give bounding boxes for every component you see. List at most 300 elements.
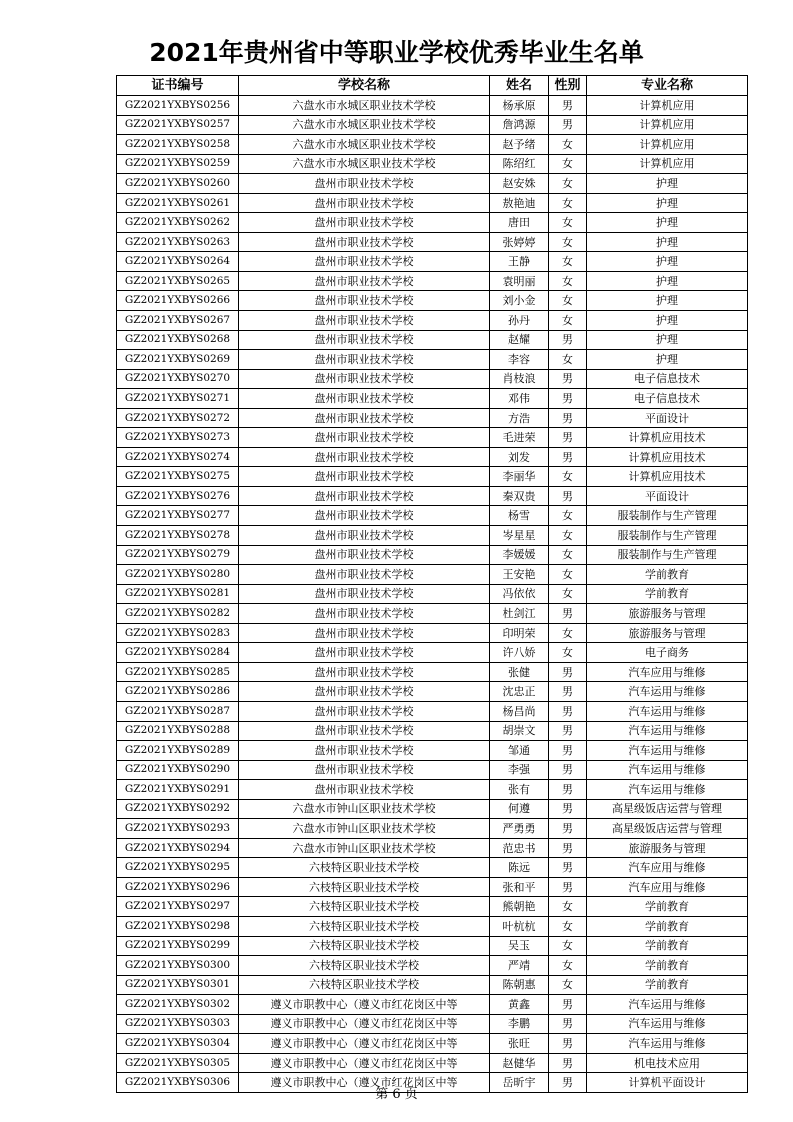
table-row [117,623,748,643]
school-cell: 盘州市职业技术学校 [239,760,490,780]
cert-cell: GZ2021YXBYS0295 [117,858,239,878]
school-cell: 盘州市职业技术学校 [239,467,490,487]
major-cell: 学前教育 [587,936,748,956]
gender-cell: 女 [549,545,587,565]
table-row [117,389,748,409]
cert-cell: GZ2021YXBYS0293 [117,819,239,839]
school-cell: 六枝特区职业技术学校 [239,916,490,936]
name-cell: 秦双贵 [490,486,549,506]
major-cell: 平面设计 [587,408,748,428]
school-cell: 盘州市职业技术学校 [239,291,490,311]
table-row [117,135,748,155]
school-cell: 六盘水市水城区职业技术学校 [239,135,490,155]
table-row [117,96,748,116]
cert-cell: GZ2021YXBYS0298 [117,916,239,936]
major-cell: 计算机平面设计 [587,1073,748,1093]
table-row [117,154,748,174]
major-cell: 汽车应用与维修 [587,877,748,897]
gender-cell: 男 [549,662,587,682]
table-row [117,799,748,819]
table-row [117,975,748,995]
major-cell: 平面设计 [587,486,748,506]
gender-cell: 女 [549,897,587,917]
name-cell: 方浩 [490,408,549,428]
page-title: 2021年贵州省中等职业学校优秀毕业生名单 [149,38,644,67]
table-row [117,369,748,389]
major-cell: 服装制作与生产管理 [587,545,748,565]
major-cell: 汽车运用与维修 [587,721,748,741]
cert-cell: GZ2021YXBYS0289 [117,741,239,761]
major-cell: 计算机应用 [587,115,748,135]
gender-cell: 女 [549,643,587,663]
major-cell: 旅游服务与管理 [587,623,748,643]
name-cell: 邓伟 [490,389,549,409]
table-row [117,428,748,448]
table-row [117,330,748,350]
school-cell: 盘州市职业技术学校 [239,623,490,643]
cert-cell: GZ2021YXBYS0257 [117,115,239,135]
cert-cell: GZ2021YXBYS0302 [117,995,239,1015]
table-body [117,96,748,1093]
name-cell: 赵予绪 [490,135,549,155]
header-school: 学校名称 [239,76,490,96]
table-header-row [117,76,748,96]
gender-cell: 男 [549,447,587,467]
gender-cell: 男 [549,428,587,448]
table-row [117,232,748,252]
school-cell: 遵义市职教中心（遵义市红花岗区中等 [239,1073,490,1093]
name-cell: 赵耀 [490,330,549,350]
gender-cell: 男 [549,486,587,506]
school-cell: 盘州市职业技术学校 [239,252,490,272]
name-cell: 李媛媛 [490,545,549,565]
cert-cell: GZ2021YXBYS0288 [117,721,239,741]
major-cell: 计算机应用技术 [587,447,748,467]
gender-cell: 女 [549,135,587,155]
gender-cell: 男 [549,838,587,858]
major-cell: 护理 [587,330,748,350]
table-row [117,408,748,428]
gender-cell: 女 [549,956,587,976]
table-row [117,350,748,370]
name-cell: 王安艳 [490,565,549,585]
cert-cell: GZ2021YXBYS0263 [117,232,239,252]
school-cell: 盘州市职业技术学校 [239,193,490,213]
name-cell: 邹通 [490,741,549,761]
cert-cell: GZ2021YXBYS0276 [117,486,239,506]
major-cell: 汽车运用与维修 [587,1034,748,1054]
major-cell: 汽车应用与维修 [587,858,748,878]
gender-cell: 女 [549,193,587,213]
gender-cell: 男 [549,799,587,819]
table-row [117,741,748,761]
major-cell: 护理 [587,311,748,331]
name-cell: 严靖 [490,956,549,976]
school-cell: 盘州市职业技术学校 [239,545,490,565]
major-cell: 学前教育 [587,916,748,936]
gender-cell: 女 [549,311,587,331]
cert-cell: GZ2021YXBYS0259 [117,154,239,174]
school-cell: 盘州市职业技术学校 [239,174,490,194]
table-row [117,760,748,780]
name-cell: 刘小金 [490,291,549,311]
cert-cell: GZ2021YXBYS0299 [117,936,239,956]
gender-cell: 男 [549,1053,587,1073]
major-cell: 护理 [587,350,748,370]
table-row [117,936,748,956]
header-name: 姓名 [490,76,549,96]
school-cell: 盘州市职业技术学校 [239,565,490,585]
cert-cell: GZ2021YXBYS0301 [117,975,239,995]
name-cell: 唐田 [490,213,549,233]
name-cell: 杨承原 [490,96,549,116]
name-cell: 印明荣 [490,623,549,643]
cert-cell: GZ2021YXBYS0286 [117,682,239,702]
cert-cell: GZ2021YXBYS0261 [117,193,239,213]
name-cell: 岳昕宇 [490,1073,549,1093]
gender-cell: 男 [549,115,587,135]
school-cell: 盘州市职业技术学校 [239,584,490,604]
gender-cell: 男 [549,701,587,721]
table-row [117,486,748,506]
name-cell: 陈绍红 [490,154,549,174]
gender-cell: 男 [549,760,587,780]
name-cell: 赵健华 [490,1053,549,1073]
major-cell: 电子信息技术 [587,369,748,389]
name-cell: 李丽华 [490,467,549,487]
major-cell: 汽车运用与维修 [587,995,748,1015]
school-cell: 盘州市职业技术学校 [239,350,490,370]
gender-cell: 女 [549,271,587,291]
cert-cell: GZ2021YXBYS0275 [117,467,239,487]
gender-cell: 女 [549,467,587,487]
gender-cell: 女 [549,623,587,643]
gender-cell: 女 [549,936,587,956]
major-cell: 汽车运用与维修 [587,741,748,761]
gender-cell: 女 [549,252,587,272]
cert-cell: GZ2021YXBYS0269 [117,350,239,370]
gender-cell: 男 [549,389,587,409]
name-cell: 杨雪 [490,506,549,526]
school-cell: 六枝特区职业技术学校 [239,877,490,897]
major-cell: 旅游服务与管理 [587,604,748,624]
gender-cell: 女 [549,584,587,604]
header-major: 专业名称 [587,76,748,96]
page-number: 第 6 页 [375,1087,418,1102]
cert-cell: GZ2021YXBYS0306 [117,1073,239,1093]
gender-cell: 女 [549,232,587,252]
cert-cell: GZ2021YXBYS0290 [117,760,239,780]
cert-cell: GZ2021YXBYS0294 [117,838,239,858]
major-cell: 学前教育 [587,584,748,604]
table-row [117,447,748,467]
school-cell: 遵义市职教中心（遵义市红花岗区中等 [239,1034,490,1054]
school-cell: 盘州市职业技术学校 [239,604,490,624]
name-cell: 陈朝惠 [490,975,549,995]
school-cell: 盘州市职业技术学校 [239,213,490,233]
table-row [117,1014,748,1034]
gender-cell: 男 [549,604,587,624]
gender-cell: 男 [549,858,587,878]
name-cell: 陈远 [490,858,549,878]
table-row [117,252,748,272]
major-cell: 计算机应用 [587,96,748,116]
name-cell: 杜剑江 [490,604,549,624]
name-cell: 黄鑫 [490,995,549,1015]
cert-cell: GZ2021YXBYS0296 [117,877,239,897]
gender-cell: 男 [549,780,587,800]
school-cell: 盘州市职业技术学校 [239,721,490,741]
cert-cell: GZ2021YXBYS0279 [117,545,239,565]
table-row [117,565,748,585]
table-row [117,311,748,331]
major-cell: 计算机应用技术 [587,428,748,448]
cert-cell: GZ2021YXBYS0264 [117,252,239,272]
school-cell: 六盘水市钟山区职业技术学校 [239,819,490,839]
gender-cell: 女 [549,291,587,311]
gender-cell: 男 [549,877,587,897]
cert-cell: GZ2021YXBYS0292 [117,799,239,819]
cert-cell: GZ2021YXBYS0282 [117,604,239,624]
gender-cell: 男 [549,96,587,116]
table-row [117,271,748,291]
name-cell: 袁明丽 [490,271,549,291]
gender-cell: 女 [549,174,587,194]
table-row [117,174,748,194]
cert-cell: GZ2021YXBYS0283 [117,623,239,643]
table-row [117,584,748,604]
cert-cell: GZ2021YXBYS0305 [117,1053,239,1073]
school-cell: 盘州市职业技术学校 [239,311,490,331]
name-cell: 杨昌尚 [490,701,549,721]
gender-cell: 女 [549,213,587,233]
gender-cell: 男 [549,1014,587,1034]
table-row [117,1034,748,1054]
table-row [117,291,748,311]
cert-cell: GZ2021YXBYS0267 [117,311,239,331]
major-cell: 汽车运用与维修 [587,760,748,780]
table-row [117,916,748,936]
name-cell: 熊朝艳 [490,897,549,917]
school-cell: 盘州市职业技术学校 [239,662,490,682]
cert-cell: GZ2021YXBYS0285 [117,662,239,682]
gender-cell: 女 [549,350,587,370]
name-cell: 张婷婷 [490,232,549,252]
table-row [117,506,748,526]
major-cell: 汽车运用与维修 [587,1014,748,1034]
school-cell: 盘州市职业技术学校 [239,447,490,467]
table-row [117,780,748,800]
name-cell: 李容 [490,350,549,370]
major-cell: 汽车运用与维修 [587,701,748,721]
cert-cell: GZ2021YXBYS0300 [117,956,239,976]
name-cell: 岑星星 [490,526,549,546]
name-cell: 毛进荣 [490,428,549,448]
name-cell: 沈忠正 [490,682,549,702]
major-cell: 高星级饭店运营与管理 [587,799,748,819]
cert-cell: GZ2021YXBYS0284 [117,643,239,663]
major-cell: 护理 [587,252,748,272]
name-cell: 李鹏 [490,1014,549,1034]
major-cell: 服装制作与生产管理 [587,526,748,546]
major-cell: 高星级饭店运营与管理 [587,819,748,839]
header-cert: 证书编号 [117,76,239,96]
name-cell: 刘发 [490,447,549,467]
school-cell: 盘州市职业技术学校 [239,780,490,800]
school-cell: 遵义市职教中心（遵义市红花岗区中等 [239,995,490,1015]
major-cell: 计算机应用 [587,154,748,174]
gender-cell: 女 [549,506,587,526]
cert-cell: GZ2021YXBYS0297 [117,897,239,917]
cert-cell: GZ2021YXBYS0291 [117,780,239,800]
name-cell: 张和平 [490,877,549,897]
table-row [117,467,748,487]
name-cell: 敖艳迪 [490,193,549,213]
school-cell: 盘州市职业技术学校 [239,701,490,721]
school-cell: 盘州市职业技术学校 [239,232,490,252]
school-cell: 盘州市职业技术学校 [239,408,490,428]
table-row [117,545,748,565]
name-cell: 肖枝浪 [490,369,549,389]
cert-cell: GZ2021YXBYS0260 [117,174,239,194]
table-row [117,877,748,897]
table-row [117,995,748,1015]
gender-cell: 女 [549,565,587,585]
cert-cell: GZ2021YXBYS0258 [117,135,239,155]
table-row [117,701,748,721]
cert-cell: GZ2021YXBYS0272 [117,408,239,428]
cert-cell: GZ2021YXBYS0265 [117,271,239,291]
name-cell: 王静 [490,252,549,272]
name-cell: 叶杭杭 [490,916,549,936]
major-cell: 护理 [587,193,748,213]
name-cell: 张旺 [490,1034,549,1054]
table-row [117,115,748,135]
major-cell: 护理 [587,291,748,311]
major-cell: 学前教育 [587,975,748,995]
header-gender: 性别 [549,76,587,96]
table-row [117,956,748,976]
cert-cell: GZ2021YXBYS0280 [117,565,239,585]
table-row [117,604,748,624]
school-cell: 盘州市职业技术学校 [239,506,490,526]
school-cell: 六枝特区职业技术学校 [239,956,490,976]
gender-cell: 男 [549,1034,587,1054]
name-cell: 胡崇文 [490,721,549,741]
cert-cell: GZ2021YXBYS0303 [117,1014,239,1034]
major-cell: 学前教育 [587,956,748,976]
name-cell: 范忠书 [490,838,549,858]
major-cell: 学前教育 [587,897,748,917]
major-cell: 汽车运用与维修 [587,780,748,800]
gender-cell: 男 [549,369,587,389]
cert-cell: GZ2021YXBYS0268 [117,330,239,350]
major-cell: 汽车应用与维修 [587,662,748,682]
name-cell: 严勇勇 [490,819,549,839]
school-cell: 盘州市职业技术学校 [239,682,490,702]
school-cell: 盘州市职业技术学校 [239,526,490,546]
school-cell: 六枝特区职业技术学校 [239,975,490,995]
gender-cell: 男 [549,819,587,839]
cert-cell: GZ2021YXBYS0274 [117,447,239,467]
name-cell: 孙丹 [490,311,549,331]
cert-cell: GZ2021YXBYS0277 [117,506,239,526]
table-row [117,682,748,702]
name-cell: 许八娇 [490,643,549,663]
table-row [117,643,748,663]
gender-cell: 女 [549,526,587,546]
cert-cell: GZ2021YXBYS0281 [117,584,239,604]
school-cell: 六枝特区职业技术学校 [239,897,490,917]
table-row [117,213,748,233]
cert-cell: GZ2021YXBYS0270 [117,369,239,389]
gender-cell: 男 [549,330,587,350]
table-row [117,897,748,917]
major-cell: 护理 [587,174,748,194]
school-cell: 六盘水市钟山区职业技术学校 [239,799,490,819]
school-cell: 盘州市职业技术学校 [239,389,490,409]
school-cell: 盘州市职业技术学校 [239,271,490,291]
cert-cell: GZ2021YXBYS0273 [117,428,239,448]
school-cell: 遵义市职教中心（遵义市红花岗区中等 [239,1053,490,1073]
school-cell: 盘州市职业技术学校 [239,486,490,506]
cert-cell: GZ2021YXBYS0256 [117,96,239,116]
major-cell: 旅游服务与管理 [587,838,748,858]
name-cell: 李强 [490,760,549,780]
major-cell: 计算机应用 [587,135,748,155]
name-cell: 张有 [490,780,549,800]
major-cell: 护理 [587,232,748,252]
major-cell: 汽车运用与维修 [587,682,748,702]
gender-cell: 男 [549,721,587,741]
cert-cell: GZ2021YXBYS0262 [117,213,239,233]
school-cell: 盘州市职业技术学校 [239,330,490,350]
school-cell: 六枝特区职业技术学校 [239,936,490,956]
table-row [117,838,748,858]
gender-cell: 女 [549,916,587,936]
school-cell: 六盘水市水城区职业技术学校 [239,115,490,135]
cert-cell: GZ2021YXBYS0271 [117,389,239,409]
school-cell: 盘州市职业技术学校 [239,428,490,448]
major-cell: 计算机应用技术 [587,467,748,487]
table-row [117,858,748,878]
gender-cell: 男 [549,995,587,1015]
gender-cell: 女 [549,154,587,174]
cert-cell: GZ2021YXBYS0287 [117,701,239,721]
school-cell: 盘州市职业技术学校 [239,643,490,663]
cert-cell: GZ2021YXBYS0266 [117,291,239,311]
major-cell: 电子商务 [587,643,748,663]
name-cell: 何遵 [490,799,549,819]
gender-cell: 男 [549,408,587,428]
major-cell: 服装制作与生产管理 [587,506,748,526]
name-cell: 吴玉 [490,936,549,956]
school-cell: 六盘水市水城区职业技术学校 [239,96,490,116]
major-cell: 机电技术应用 [587,1053,748,1073]
table-row [117,662,748,682]
major-cell: 护理 [587,213,748,233]
school-cell: 遵义市职教中心（遵义市红花岗区中等 [239,1014,490,1034]
school-cell: 六盘水市钟山区职业技术学校 [239,838,490,858]
table-row [117,721,748,741]
table-row [117,819,748,839]
major-cell: 电子信息技术 [587,389,748,409]
gender-cell: 男 [549,682,587,702]
name-cell: 赵安姝 [490,174,549,194]
school-cell: 盘州市职业技术学校 [239,369,490,389]
gender-cell: 男 [549,1073,587,1093]
school-cell: 六盘水市水城区职业技术学校 [239,154,490,174]
